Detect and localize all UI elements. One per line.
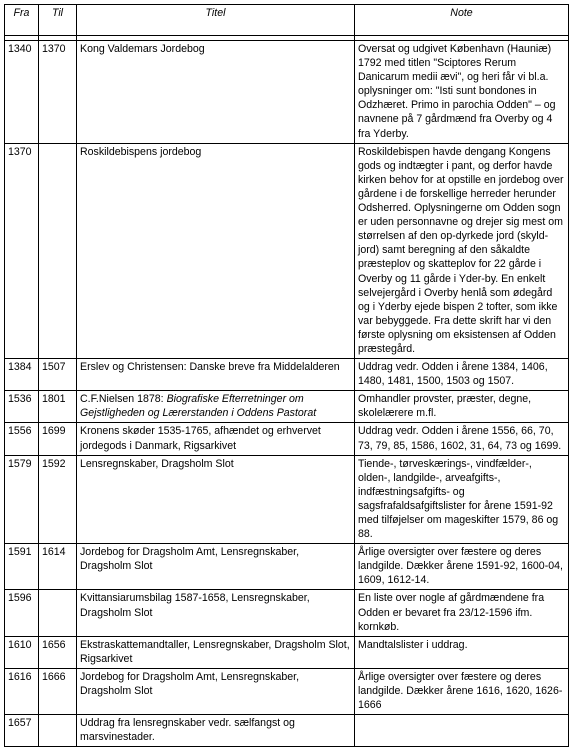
- cell-til: 1656: [39, 636, 77, 668]
- cell-titel: Kvittansiarumsbilag 1587-1658, Lensregnskaber, Dragsholm Slot: [77, 590, 355, 636]
- cell-fra: 1370: [5, 143, 39, 358]
- cell-note: Uddrag vedr. Odden i årene 1556, 66, 70, 73, 79, 85, 1586, 1602, 31, 64, 73 og 1699.: [355, 423, 569, 455]
- cell-til: 1592: [39, 455, 77, 544]
- table-row: [5, 715, 569, 747]
- cell-til: 1507: [39, 359, 77, 391]
- cell-note: Uddrag vedr. Odden i årene 1384, 1406, 1480, 1481, 1500, 1503 og 1507.: [355, 359, 569, 391]
- cell-til: [39, 715, 77, 747]
- titel-author: C.F.Nielsen 1878:: [80, 393, 167, 406]
- table-row: [5, 636, 569, 668]
- cell-fra: 1591: [5, 544, 39, 590]
- cell-til: 1801: [39, 391, 77, 423]
- header-note: Note: [355, 5, 569, 36]
- cell-note: En liste over nogle af gårdmændene fra Odden er bevaret fra 23/12-1596 ifm. kornkøb.: [355, 590, 569, 636]
- cell-fra: 1616: [5, 668, 39, 714]
- cell-fra: 1579: [5, 455, 39, 544]
- cell-til: 1666: [39, 668, 77, 714]
- cell-til: 1370: [39, 41, 77, 144]
- table-row: [5, 391, 569, 423]
- table-row: [5, 359, 569, 391]
- table-row: [5, 590, 569, 636]
- header-row: [5, 5, 569, 36]
- cell-note: Årlige oversigter over fæstere og deres landgilde. Dækker årene 1616, 1620, 1626-1666: [355, 668, 569, 714]
- cell-fra: 1340: [5, 41, 39, 144]
- cell-titel: Roskildebispens jordebog: [77, 143, 355, 358]
- table-row: [5, 423, 569, 455]
- cell-note: [355, 715, 569, 747]
- cell-titel: Jordebog for Dragsholm Amt, Lensregnskaber, Dragsholm Slot: [77, 668, 355, 714]
- cell-til: [39, 143, 77, 358]
- header-fra: Fra: [5, 5, 39, 36]
- cell-titel: Ekstraskattemandtaller, Lensregnskaber, Dragsholm Slot, Rigsarkivet: [77, 636, 355, 668]
- cell-titel: Kong Valdemars Jordebog: [77, 41, 355, 144]
- cell-titel: [77, 391, 355, 423]
- cell-til: 1614: [39, 544, 77, 590]
- cell-fra: 1536: [5, 391, 39, 423]
- cell-titel: Lensregnskaber, Dragsholm Slot: [77, 455, 355, 544]
- cell-til: 1699: [39, 423, 77, 455]
- table-row: [5, 143, 569, 358]
- cell-note: Omhandler provster, præster, degne, skolelærere m.fl.: [355, 391, 569, 423]
- header-til: Til: [39, 5, 77, 36]
- cell-fra: 1384: [5, 359, 39, 391]
- cell-note: Mandtalslister i uddrag.: [355, 636, 569, 668]
- table-row: [5, 544, 569, 590]
- cell-note: Oversat og udgivet København (Hauniæ) 1792 med titlen "Sciptores Rerum Danicarum medii ævi", og heri får vi bl.a. oplysninger om: "Isti sunt bondones in Odzhæret. Primo in parochia Odden" – og navnene på 7 gårdmænd fra Overby og 4 fra Yderby.: [355, 41, 569, 144]
- cell-note: Roskildebispen havde dengang Kongens gods og indtægter i pant, og derfor havde kirken behov for at opstille en jordebog over gårdene i de forskellige herreder herunder Odsherred. Oplysningerne om Odden sogn er uden personnavne og drejer sig mest om størrelsen af den op-dyrkede jord (skyld-jord) samt beregning af den såkaldte præsteplov og skatteplov for 22 gårde i Overby og 11 gårde i Yder-by. En enkelt selvejergård i Overby henlå som ødegård og i Yderby ejede bispen 2 tofter, som ikke var bebyggede. Fra dette skrift har vi den første oplysning om eksistensen af Odden præstegård.: [355, 143, 569, 358]
- table-row: [5, 41, 569, 144]
- cell-titel: Kronens skøder 1535-1765, afhændet og erhvervet jordegods i Danmark, Rigsarkivet: [77, 423, 355, 455]
- titel-book-title: Biografiske Efterretninger om Gejstligheden og Lærerstanden i Oddens Pastorat: [80, 393, 317, 420]
- cell-note: Tiende-, tørveskærings-, vindfælder-, olden-, landgilde-, arveafgifts-, indfæstningsafgifts- og sagsfrafaldsafgiftslister for årene 1591-92 med tilføjelser om mageskifter 1579, 86 og 88.: [355, 455, 569, 544]
- cell-fra: 1610: [5, 636, 39, 668]
- header-titel: Titel: [77, 5, 355, 36]
- cell-titel: Erslev og Christensen: Danske breve fra Middelalderen: [77, 359, 355, 391]
- table-row: [5, 668, 569, 714]
- cell-note: Årlige oversigter over fæstere og deres landgilde. Dækker årene 1591-92, 1600-04, 1609, 1612-14.: [355, 544, 569, 590]
- cell-fra: 1556: [5, 423, 39, 455]
- records-table: [4, 4, 569, 747]
- cell-fra: 1596: [5, 590, 39, 636]
- table-row: [5, 455, 569, 544]
- cell-titel: Uddrag fra lensregnskaber vedr. sælfangst og marsvinestader.: [77, 715, 355, 747]
- cell-fra: 1657: [5, 715, 39, 747]
- cell-titel: Jordebog for Dragsholm Amt, Lensregnskaber, Dragsholm Slot: [77, 544, 355, 590]
- cell-til: [39, 590, 77, 636]
